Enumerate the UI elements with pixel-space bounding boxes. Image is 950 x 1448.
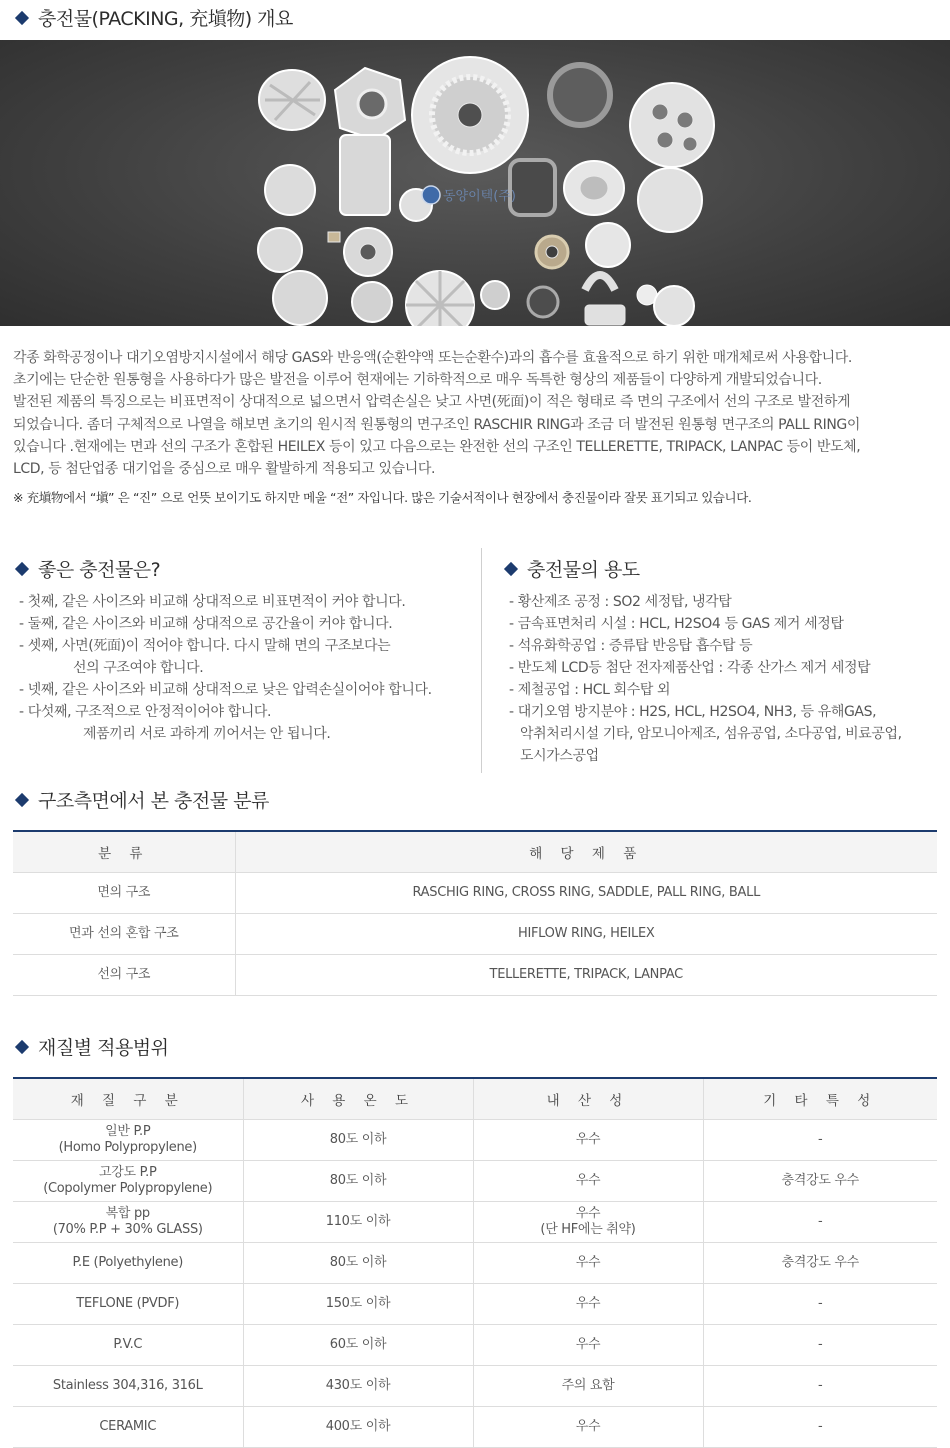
cell-text: CERAMIC (99, 1419, 157, 1434)
list-item: 제품끼리 서로 과하게 끼어서는 안 됩니다. (83, 726, 331, 742)
section-title-text: 구조측면에서 본 충전물 분류 (38, 790, 269, 812)
cell-text: (Homo Polypropylene) (58, 1140, 197, 1155)
list-item: - 첫째, 같은 사이즈와 비교해 상대적으로 비표면적이 커야 합니다. (19, 594, 406, 610)
list-item: - 황산제조 공정 : SO2 세정탑, 냉각탑 (509, 594, 732, 610)
table-cell: - (703, 1202, 937, 1243)
structure-table (13, 830, 937, 996)
table-row (13, 1325, 937, 1366)
table-header-row (13, 831, 937, 873)
list-item: - 둘째, 같은 사이즈와 비교해 상대적으로 공간율이 커야 합니다. (19, 616, 393, 632)
cell-text: 일반 P.P (105, 1124, 151, 1139)
table-row (13, 1120, 937, 1161)
section-title-text: 좋은 충전물은? (38, 559, 161, 581)
section-title-uses (503, 555, 640, 582)
table-row (13, 914, 937, 955)
diamond-bullet-icon (15, 1039, 29, 1053)
table-cell (473, 1243, 703, 1284)
table-cell (13, 1120, 243, 1161)
material-table-body (13, 1120, 937, 1448)
diamond-bullet-icon (504, 561, 518, 575)
column-header: 재 질 구 분 (13, 1078, 243, 1120)
table-cell (13, 1243, 243, 1284)
intro-line: 발전된 제품의 특징으로는 비표면적이 상대적으로 넓으면서 압력손실은 낮고 사면(死面)이 적은 형태로 즉 면의 구조에서 선의 구조로 발전하게 (13, 394, 851, 411)
intro-line: 있습니다 .현재에는 면과 선의 구조가 혼합된 HEILEX 등이 있고 다음으로는 완전한 선의 구조인 TELLERETTE, TRIPACK, LANPAC 등이 반도체, (13, 438, 861, 455)
cell-text: Stainless 304,316, 316L (52, 1378, 203, 1393)
table-cell: 110도 이하 (243, 1202, 473, 1243)
uses-list (509, 591, 902, 767)
cell-text: 주의 요함 (561, 1378, 615, 1393)
table-cell: 80도 이하 (243, 1161, 473, 1202)
cell-text: 우수 (575, 1337, 601, 1352)
cell-text: (Copolymer Polypropylene) (43, 1181, 213, 1196)
table-cell (473, 1161, 703, 1202)
list-item: - 석유화학공업 : 증류탑 반응탑 흡수탑 등 (509, 638, 753, 654)
cell-text: (단 HF에는 취약) (540, 1222, 636, 1237)
table-row (13, 1161, 937, 1202)
table-cell (473, 1325, 703, 1366)
table-row (13, 1284, 937, 1325)
table-row (13, 1202, 937, 1243)
table-cell (13, 1366, 243, 1407)
intro-line: 초기에는 단순한 원통형을 사용하다가 많은 발전을 이루어 현재에는 기하학적으로 매우 독특한 형상의 제품들이 다양하게 개발되었습니다. (13, 372, 822, 389)
table-cell (13, 1407, 243, 1448)
table-cell (473, 1284, 703, 1325)
column-header: 분 류 (13, 831, 235, 873)
list-item: 도시가스공업 (520, 748, 599, 764)
cell-text: 우수 (575, 1132, 601, 1147)
cell-text: 고강도 P.P (99, 1165, 157, 1180)
column-header: 해 당 제 품 (235, 831, 937, 873)
material-table (13, 1077, 937, 1448)
table-cell: - (703, 1407, 937, 1448)
table-cell: - (703, 1284, 937, 1325)
section-title-text: 재질별 적용범위 (38, 1037, 169, 1059)
column-header: 기 타 특 성 (703, 1078, 937, 1120)
list-item: - 다섯째, 구조적으로 안정적이어야 합니다. (19, 704, 272, 720)
table-cell (473, 1120, 703, 1161)
table-cell (473, 1407, 703, 1448)
diamond-bullet-icon (15, 792, 29, 806)
list-item: - 넷째, 같은 사이즈와 비교해 상대적으로 낮은 압력손실이어야 합니다. (19, 682, 432, 698)
table-cell (13, 1202, 243, 1243)
list-item: 악취처리시설 기타, 암모니아제조, 섬유공업, 소다공업, 비료공업, (520, 726, 902, 742)
cell-text: TEFLONE (PVDF) (76, 1296, 180, 1311)
cell-text: 우수 (575, 1173, 601, 1188)
table-cell: 60도 이하 (243, 1325, 473, 1366)
table-cell: 충격강도 우수 (703, 1161, 937, 1202)
list-item: - 대기오염 방지분야 : H2S, HCL, H2SO4, NH3, 등 유해GAS, (509, 704, 877, 720)
terminology-note: ※ 充塡物에서 “塡” 은 “진” 으로 언뜻 보이기도 하지만 메울 “전” 자입니다. 많은 기술서적이나 현장에서 충진물이라 잘못 표기되고 있습니다. (13, 490, 752, 505)
table-cell: - (703, 1120, 937, 1161)
table-cell: - (703, 1325, 937, 1366)
intro-line: LCD, 등 첨단업종 대기업을 중심으로 매우 활발하게 적용되고 있습니다. (13, 461, 436, 478)
table-cell: HIFLOW RING, HEILEX (235, 914, 937, 955)
intro-line: 되었습니다. 좀더 구체적으로 나열을 해보면 초기의 원시적 원통형의 면구조인 RASCHIR RING과 조금 더 발전된 원통형 면구조의 PALL RING이 (13, 416, 860, 433)
column-divider (481, 548, 482, 773)
list-item: - 제철공업 : HCL 회수탑 외 (509, 682, 671, 698)
table-cell (473, 1366, 703, 1407)
table-cell: - (703, 1366, 937, 1407)
cell-text: 우수 (575, 1296, 601, 1311)
table-cell (13, 1284, 243, 1325)
column-header: 내 산 성 (473, 1078, 703, 1120)
photo-watermark: 동양이텍(주) (443, 189, 516, 204)
table-cell: 400도 이하 (243, 1407, 473, 1448)
table-row (13, 1407, 937, 1448)
table-row (13, 873, 937, 914)
table-cell: 선의 구조 (13, 955, 235, 996)
table-row (13, 1243, 937, 1284)
table-cell: 80도 이하 (243, 1120, 473, 1161)
table-cell: TELLERETTE, TRIPACK, LANPAC (235, 955, 937, 996)
table-cell: 430도 이하 (243, 1366, 473, 1407)
packing-products-photo (0, 40, 950, 326)
table-cell: 80도 이하 (243, 1243, 473, 1284)
cell-text: 우수 (575, 1419, 601, 1434)
overview-paragraph (13, 347, 938, 480)
diamond-bullet-icon (15, 561, 29, 575)
table-row (13, 1366, 937, 1407)
table-cell: 면과 선의 혼합 구조 (13, 914, 235, 955)
list-item: - 반도체 LCD등 첨단 전자제품산업 : 각종 산가스 제거 세정탑 (509, 660, 871, 676)
section-title-overview (14, 4, 293, 31)
section-title-text: 충전물(PACKING, 充塡物) 개요 (38, 8, 293, 30)
list-item: - 셋째, 사면(死面)이 적어야 합니다. 다시 말해 면의 구조보다는 (19, 638, 391, 654)
diamond-bullet-icon (15, 10, 29, 24)
table-cell (13, 1161, 243, 1202)
table-cell (473, 1202, 703, 1243)
column-header: 사 용 온 도 (243, 1078, 473, 1120)
section-title-material (14, 1033, 169, 1060)
cell-text: 우수 (575, 1255, 601, 1270)
cell-text: 복합 pp (105, 1206, 150, 1221)
table-header-row (13, 1078, 937, 1120)
section-title-text: 충전물의 용도 (527, 559, 640, 581)
table-row (13, 955, 937, 996)
cell-text: P.E (Polyethylene) (72, 1255, 184, 1270)
list-item: 선의 구조여야 합니다. (73, 660, 204, 676)
section-title-good-packing (14, 555, 160, 582)
table-cell (13, 1325, 243, 1366)
good-packing-list (19, 591, 432, 745)
cell-text: 우수 (575, 1206, 601, 1221)
table-cell: 150도 이하 (243, 1284, 473, 1325)
table-cell: 면의 구조 (13, 873, 235, 914)
section-title-structure (14, 786, 269, 813)
intro-line: 각종 화학공정이나 대기오염방지시설에서 해당 GAS와 반응액(순환약액 또는순환수)과의 흡수를 효율적으로 하기 위한 매개체로써 사용합니다. (13, 350, 852, 366)
table-cell: 충격강도 우수 (703, 1243, 937, 1284)
cell-text: (70% P.P + 30% GLASS) (52, 1222, 203, 1237)
table-cell: RASCHIG RING, CROSS RING, SADDLE, PALL RING, BALL (235, 873, 937, 914)
list-item: - 금속표면처리 시설 : HCL, H2SO4 등 GAS 제거 세정탑 (509, 616, 844, 632)
cell-text: P.V.C (113, 1337, 143, 1352)
